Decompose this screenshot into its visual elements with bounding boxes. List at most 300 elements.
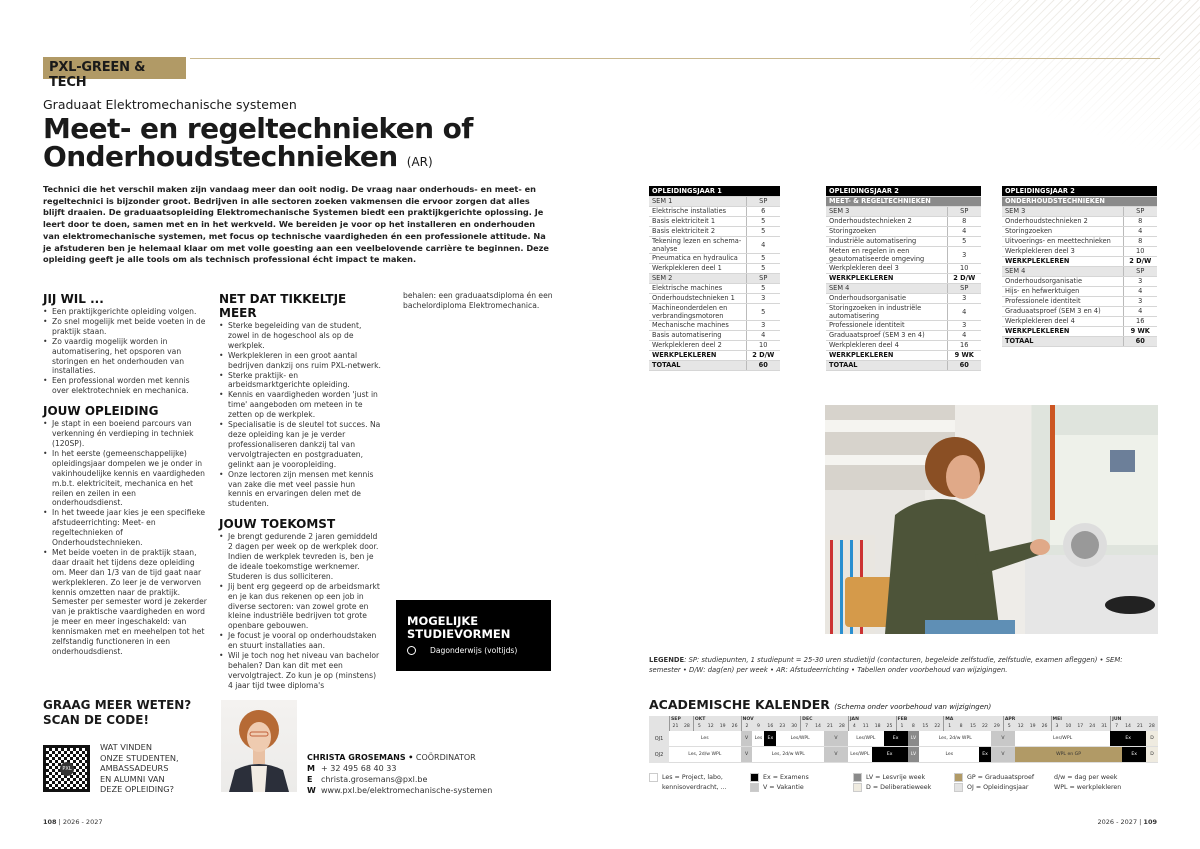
scan-heading — [43, 698, 191, 728]
legend-text — [1054, 783, 1121, 793]
week-cell — [717, 716, 729, 731]
week-cell — [1086, 716, 1098, 731]
week-cell — [705, 716, 717, 731]
calendar-segment-les: Les, 2d/w WPL — [919, 731, 991, 747]
week-date: 28 — [838, 724, 845, 729]
legend-line: WPL = werkplekleren — [1054, 784, 1122, 791]
week-date: 25 — [886, 724, 893, 729]
table-row — [649, 283, 780, 293]
table-row — [649, 253, 780, 263]
week-cell — [896, 716, 908, 731]
course-name: Onderhoudstechnieken 1 — [649, 293, 746, 303]
table-row — [826, 293, 981, 303]
month-label: DEC — [802, 717, 813, 722]
calendar-segment-les: Les/WPL — [848, 747, 872, 763]
calendar-title — [649, 697, 991, 712]
table-row — [826, 263, 981, 273]
section-heading: JOUW OPLEIDING — [43, 404, 159, 419]
calendar-row — [649, 731, 1158, 747]
qr-code[interactable] — [43, 745, 90, 792]
course-name: Onderhoudstechnieken 2 — [1002, 216, 1123, 226]
legend-item — [853, 773, 925, 783]
course-credits: SP — [947, 283, 981, 293]
calendar-row — [649, 747, 1158, 763]
study-forms-heading-2: STUDIEVORMEN — [407, 627, 511, 641]
course-name: Uitvoerings- en meettechnieken — [1002, 236, 1123, 246]
calendar-legend — [649, 773, 1158, 795]
list-item: • Een professional worden met kennis over elektrotechniek en mechanica. — [43, 376, 208, 396]
table-row — [826, 283, 981, 293]
legend-item — [1054, 773, 1117, 783]
table-header — [826, 186, 981, 196]
list-item: • Specialisatie is de sleutel tot succes. Na deze opleiding kan je je verder professionaliseren dankzij tal van vervolgtrajecten en postgraduaten, gelinkt aan je vooropleiding. — [219, 420, 381, 470]
course-name: Werkplekleren deel 3 — [826, 263, 947, 273]
week-cell — [967, 716, 979, 731]
week-cell — [729, 716, 741, 731]
table-year-1 — [649, 186, 780, 371]
course-credits: 3 — [947, 246, 981, 263]
course-name: Basis elektriciteit 2 — [649, 226, 746, 236]
week-date: 24 — [1089, 724, 1096, 729]
footer-right — [1098, 818, 1157, 826]
table-row — [826, 330, 981, 340]
legend-swatch — [750, 773, 759, 782]
legend-line: GP = Graduaatsproef — [967, 774, 1035, 781]
column-3 — [403, 291, 555, 311]
title-suffix: (AR) — [406, 155, 433, 169]
table-year-2-onderhoud — [1002, 186, 1157, 347]
list-item: • Je stapt in een boeiend parcours van verkenning én verdieping in techniek (120SP). — [43, 419, 208, 449]
legend-line: Ex = Examens — [763, 774, 809, 781]
list-item: • Werkplekleren in een groot aantal bedrijven dankzij ons ruim PXL-netwerk. — [219, 351, 381, 371]
month-label: APR — [1004, 717, 1016, 722]
week-date: 9 — [756, 724, 760, 729]
legend-line: OJ = Opleidingsjaar — [967, 784, 1029, 791]
calendar-segment-v: V — [824, 731, 848, 747]
course-name: Onderhoudsorganisatie — [826, 293, 947, 303]
legend-swatch — [954, 783, 963, 792]
table-row — [826, 360, 981, 370]
course-credits: 5 — [746, 303, 780, 320]
table-row — [1002, 306, 1157, 316]
legend-line: kennisoverdracht, ... — [662, 784, 727, 791]
course-credits: 4 — [746, 236, 780, 253]
course-name: Machineonderdelen en verbrandingsmotoren — [649, 303, 746, 320]
calendar-segment-v: V — [991, 747, 1015, 763]
header-rule — [190, 58, 1160, 59]
week-cell — [1051, 716, 1063, 731]
table-row — [826, 273, 981, 283]
week-cell — [919, 716, 931, 731]
week-cell — [1039, 716, 1051, 731]
qr-caption-line: EN ALUMNI VAN — [100, 773, 165, 784]
course-credits: SP — [1123, 206, 1157, 216]
week-date: 3 — [1055, 724, 1059, 729]
pxl-logo-icon: PXL — [60, 762, 74, 776]
week-cell — [884, 716, 896, 731]
week-cell — [848, 716, 860, 731]
list-item: • Zo snel mogelijk met beide voeten in de praktijk staan. — [43, 317, 208, 337]
course-name: Graduaatsproef (SEM 3 en 4) — [826, 330, 947, 340]
course-credits: SP — [746, 196, 780, 206]
course-credits: SP — [746, 273, 780, 283]
week-cell — [764, 716, 776, 731]
study-form-option — [407, 646, 551, 655]
calendar-header — [649, 716, 1158, 731]
section-heading: NET DAT TIKKELTJE MEER — [219, 292, 347, 320]
faculty-tag: PXL-GREEN & TECH — [43, 57, 186, 79]
list-item: • In het eerste (gemeenschappelijke) opleidingsjaar dompelen we je onder in vakinhoudelijke kennis en vaardigheden m.b.t. elektriciteit, mechanica en het reilen en zeilen in een onderhoudsdienst. — [43, 449, 208, 508]
week-date: 2 — [745, 724, 749, 729]
course-credits: 5 — [947, 236, 981, 246]
course-name: Professionele identiteit — [826, 320, 947, 330]
table-row — [649, 330, 780, 340]
week-date: 26 — [1041, 724, 1048, 729]
month-label: MEI — [1052, 717, 1062, 722]
course-credits: 4 — [746, 330, 780, 340]
column-2 — [219, 292, 381, 699]
course-name: SEM 1 — [649, 196, 746, 206]
course-credits: 60 — [947, 360, 981, 370]
course-credits: 10 — [746, 340, 780, 350]
list-item: • Met beide voeten in de praktijk staan, daar draait het tijdens deze opleiding om. Meer dan 1/3 van de tijd gaat naar werkplekleren. Zo leer je de verworven kennis omzetten naar de praktijk. Semester per semester word je zekerder van je praktische vaardigheden en word je meer en meer ingeschakeld: van kennismaken met en meehelpen tot het zelfstandig functioneren in een onderhoudsdienst. — [43, 548, 208, 657]
week-date: 21 — [827, 724, 833, 729]
course-credits: 2 D/W — [947, 273, 981, 283]
week-date: 15 — [922, 724, 929, 729]
bullet-list — [43, 307, 208, 396]
legend-text — [866, 783, 931, 793]
calendar-segment-les: Les, 2d/w WPL — [669, 747, 741, 763]
week-cell — [943, 716, 955, 731]
week-date: 12 — [1017, 724, 1024, 729]
qr-caption-line: DEZE OPLEIDING? — [100, 784, 174, 794]
bullet-list — [219, 532, 381, 691]
course-name: Meten en regelen in een geautomatiseerde omgeving — [826, 246, 947, 263]
week-cell — [1027, 716, 1039, 731]
course-credits: 8 — [1123, 236, 1157, 246]
legend-text — [866, 773, 925, 783]
table-row — [1002, 216, 1157, 226]
course-name: WERKPLEKLEREN — [1002, 326, 1123, 336]
email-link[interactable]: christa.grosemans@pxl.be — [321, 775, 428, 784]
course-name: Werkplekleren deel 3 — [1002, 246, 1123, 256]
calendar-heading: ACADEMISCHE KALENDER — [649, 697, 830, 712]
page-number-left: 108 — [43, 818, 57, 826]
legend-item — [954, 783, 1029, 793]
calendar-segment-lv: LV — [908, 747, 920, 763]
table-row — [826, 246, 981, 263]
course-name: Elektrische machines — [649, 283, 746, 293]
calendar-segment-v: V — [741, 747, 753, 763]
week-date: 7 — [1115, 724, 1119, 729]
month-label: OKT — [694, 717, 706, 722]
table-row — [1002, 286, 1157, 296]
course-credits: 3 — [1123, 276, 1157, 286]
course-credits: 10 — [1123, 246, 1157, 256]
course-credits: 5 — [746, 283, 780, 293]
list-item: • Onze lectoren zijn mensen met kennis van zake die met veel passie hun kennis en ervaringen delen met de studenten. — [219, 470, 381, 510]
row-label: OJ1 — [649, 731, 669, 747]
calendar-segment-ex: Ex — [884, 731, 908, 747]
calendar-segment-d: D — [1146, 731, 1158, 747]
week-cell — [812, 716, 824, 731]
week-cell — [1098, 716, 1110, 731]
course-name: Werkplekleren deel 4 — [1002, 316, 1123, 326]
legend-item — [1054, 783, 1121, 793]
course-name: Industriële automatisering — [826, 236, 947, 246]
list-item: • Wil je toch nog het niveau van bachelor behalen? Dan kan dit met een vervolgtraject. Zo kun je op (minstens) 4 jaar tijd twee diploma's — [219, 651, 381, 691]
course-credits: 8 — [947, 216, 981, 226]
list-item: • Jij bent erg gegeerd op de arbeidsmarkt en je kan dus rekenen op een job in diverse sectoren: van zowel grote en kleine industriële bedrijven tot grote openbare gebouwen. — [219, 582, 381, 632]
week-date: 5 — [697, 724, 701, 729]
legend-text — [763, 773, 809, 783]
list-item: • Een praktijkgerichte opleiding volgen. — [43, 307, 208, 317]
table-row — [649, 350, 780, 360]
course-credits: 4 — [1123, 286, 1157, 296]
course-name: Werkplekleren deel 4 — [826, 340, 947, 350]
course-name: SEM 4 — [1002, 266, 1123, 276]
legend-swatch — [853, 773, 862, 782]
course-credits: 5 — [746, 253, 780, 263]
course-credits: 5 — [746, 226, 780, 236]
bullet-list — [219, 321, 381, 509]
month-label: MA — [945, 717, 954, 722]
calendar-segment-les: Les/WPL — [776, 731, 824, 747]
course-name: Pneumatica en hydraulica — [649, 253, 746, 263]
table-title: OPLEIDINGSJAAR 1 — [649, 186, 780, 196]
week-date: 16 — [767, 724, 774, 729]
calendar-segment-lv: LV — [908, 731, 920, 747]
table-row — [826, 320, 981, 330]
table-row — [826, 236, 981, 246]
week-cell — [800, 716, 812, 731]
month-label: JUN — [1112, 717, 1122, 722]
course-name: Werkplekleren deel 2 — [649, 340, 746, 350]
calendar-segment-ex: Ex — [1110, 731, 1146, 747]
course-credits: 3 — [746, 293, 780, 303]
week-cell — [741, 716, 753, 731]
course-credits: 2 D/W — [1123, 256, 1157, 266]
section-heading: JIJ WIL ... — [43, 292, 104, 306]
course-credits: 9 WK — [947, 350, 981, 360]
calendar-segment-les: Les, 2d/w WPL — [752, 747, 824, 763]
table-row — [1002, 266, 1157, 276]
legend-line: D = Deliberatieweek — [866, 784, 932, 791]
phone-label: M — [307, 764, 315, 773]
month-label: JAN — [849, 717, 859, 722]
qr-caption-line: ONZE STUDENTEN, — [100, 752, 179, 763]
calendar-segment-v: V — [824, 747, 848, 763]
legend-text — [967, 783, 1029, 793]
table-row — [1002, 296, 1157, 306]
table-row — [826, 226, 981, 236]
legend-item — [954, 773, 1034, 783]
week-cell — [955, 716, 967, 731]
calendar-segment-v: V — [741, 731, 753, 747]
course-name: Graduaatsproef (SEM 3 en 4) — [1002, 306, 1123, 316]
calendar-segment-les: Les — [919, 747, 979, 763]
legend-line: V = Vakantie — [763, 784, 804, 791]
week-cell — [991, 716, 1003, 731]
calendar-segment-les: Les/WPL — [848, 731, 884, 747]
qr-caption-line: AMBASSADEURS — [100, 763, 169, 773]
table-row — [1002, 316, 1157, 326]
table-row — [1002, 256, 1157, 266]
table-title: OPLEIDINGSJAAR 2 — [1002, 186, 1157, 196]
calendar-segment-ex: Ex — [1122, 747, 1146, 763]
list-item: • Sterke begeleiding van de student, zowel in de hogeschool als op de werkplek. — [219, 321, 381, 351]
course-name: SEM 3 — [1002, 206, 1123, 216]
table-row — [649, 216, 780, 226]
course-credits: 3 — [947, 320, 981, 330]
week-cell — [1146, 716, 1158, 731]
course-name: WERKPLEKLEREN — [649, 350, 746, 360]
week-cell — [907, 716, 919, 731]
table-row — [826, 216, 981, 226]
week-date: 14 — [1125, 724, 1131, 729]
table-subheader — [1002, 196, 1157, 206]
week-cell — [788, 716, 800, 731]
study-forms-box — [396, 600, 551, 671]
week-date: 21 — [672, 724, 679, 729]
week-date: 8 — [959, 724, 963, 729]
page-title — [43, 112, 563, 176]
list-item: • Kennis en vaardigheden worden 'just in time' aangeboden om meteen in te zetten op de werkplek. — [219, 390, 381, 420]
table-row — [649, 340, 780, 350]
course-name: Professionele identiteit — [1002, 296, 1123, 306]
table-subheader — [826, 196, 981, 206]
table-row — [1002, 326, 1157, 336]
course-name: Elektrische installaties — [649, 206, 746, 216]
week-date: 8 — [911, 724, 915, 729]
legend-line: LV = Lesvrije week — [866, 774, 926, 781]
month-label: NOV — [742, 717, 754, 722]
circle-icon — [407, 646, 416, 655]
calendar-segment-v: V — [991, 731, 1015, 747]
week-cell — [1015, 716, 1027, 731]
week-cell — [824, 716, 836, 731]
course-credits: 16 — [1123, 316, 1157, 326]
student-photo — [825, 405, 1158, 634]
table-row — [649, 303, 780, 320]
month-label: SEP — [671, 717, 681, 722]
week-date: 7 — [805, 724, 809, 729]
calendar-segment-ex: Ex — [872, 747, 908, 763]
calendar-segment-les: Les — [669, 731, 741, 747]
title-line-1: Meet- en regeltechnieken of — [43, 112, 473, 145]
legend-text — [967, 773, 1034, 783]
week-date: 19 — [1029, 724, 1036, 729]
course-name: TOTAAL — [649, 360, 746, 370]
course-credits: 9 WK — [1123, 326, 1157, 336]
week-cell — [1074, 716, 1086, 731]
calendar-segment-ex: Ex — [764, 731, 776, 747]
course-name: Onderhoudsorganisatie — [1002, 276, 1123, 286]
email-label: E — [307, 775, 313, 784]
week-cell — [979, 716, 991, 731]
week-cell — [693, 716, 705, 731]
table-row — [826, 206, 981, 216]
week-cell — [860, 716, 872, 731]
legend-text: : SP: studiepunten, 1 studiepunt = 25-30 uren studietijd (contacturen, begeleide zelfstudie, zelfstudie, examen afleggen) • SEM: semester • D/W: dag(en) per week • AR: Afstudeerrichting • Tabellen onder voorbehoud van wijzigingen. — [649, 656, 1123, 674]
table-row — [826, 350, 981, 360]
week-date: 12 — [707, 724, 714, 729]
course-name: Hijs- en hefwerktuigen — [1002, 286, 1123, 296]
course-name: Werkplekleren deel 1 — [649, 263, 746, 273]
continuation-text: behalen: een graduaatsdiploma én een bachelordiploma Elektromechanica. — [403, 291, 553, 310]
title-line-2: Onderhoudstechnieken — [43, 140, 398, 173]
week-date: 22 — [982, 724, 988, 729]
table-row — [649, 206, 780, 216]
legend-text — [763, 783, 804, 793]
footer-year-left: | 2026 - 2027 — [58, 818, 103, 826]
course-name: Storingzoeken — [1002, 226, 1123, 236]
course-credits: 4 — [1123, 226, 1157, 236]
calendar-segment-les: Les — [752, 731, 764, 747]
course-credits: 4 — [947, 226, 981, 236]
qr-caption — [100, 742, 179, 795]
course-name: SEM 2 — [649, 273, 746, 283]
course-name: TOTAAL — [826, 360, 947, 370]
week-date: 28 — [1148, 724, 1155, 729]
course-credits: 5 — [746, 263, 780, 273]
course-name: WERKPLEKLEREN — [826, 273, 947, 283]
course-credits: 4 — [947, 330, 981, 340]
legend-item — [649, 773, 727, 793]
list-item: • Je brengt gedurende 2 jaren gemiddeld 2 dagen per week op de werkplek door. Indien de werkplek tevreden is, ben je de ideale toekomstige werknemer. Studeren is dus solliciteren. — [219, 532, 381, 582]
table-subtitle: ONDERHOUDSTECHNIEKEN — [1002, 196, 1157, 206]
course-credits: 16 — [947, 340, 981, 350]
course-name: TOTAAL — [1002, 336, 1123, 346]
table-header — [649, 186, 780, 196]
table-row — [649, 293, 780, 303]
course-name: Basis automatisering — [649, 330, 746, 340]
course-credits: 4 — [947, 303, 981, 320]
table-row — [826, 303, 981, 320]
month-label: FEB — [897, 717, 908, 722]
table-legend — [649, 655, 1149, 675]
legend-swatch — [954, 773, 963, 782]
course-credits: 60 — [1123, 336, 1157, 346]
legend-swatch — [750, 783, 759, 792]
course-credits: 8 — [1123, 216, 1157, 226]
course-credits: 3 — [746, 320, 780, 330]
week-date: 30 — [791, 724, 798, 729]
footer-left — [43, 818, 102, 826]
course-name: SEM 4 — [826, 283, 947, 293]
legend-line: d/w = dag per week — [1054, 774, 1118, 781]
study-forms-heading-1: MOGELIJKE — [407, 614, 479, 628]
footer-year-right: 2026 - 2027 | — [1097, 818, 1142, 826]
scan-line-1: GRAAG MEER WETEN? — [43, 698, 192, 712]
web-link[interactable]: www.pxl.be/elektromechanische-systemen — [321, 786, 493, 795]
week-date: 22 — [934, 724, 941, 729]
phone-link[interactable]: + 32 495 68 40 33 — [321, 764, 397, 773]
study-form-label: Dagonderwijs (voltijds) — [430, 646, 518, 655]
week-cell — [836, 716, 848, 731]
week-date: 29 — [993, 724, 1000, 729]
week-cell — [1122, 716, 1134, 731]
list-item: • In het tweede jaar kies je een specifieke afstudeerrichting: Meet- en regeltechnieken of Onderhoudstechnieken. — [43, 508, 208, 548]
table-row — [1002, 336, 1157, 346]
list-item: • Sterke praktijk- en arbeidsmarktgerichte opleiding. — [219, 371, 381, 391]
course-credits: 5 — [746, 216, 780, 226]
table-row — [1002, 226, 1157, 236]
calendar-note: (Schema onder voorbehoud van wijzigingen) — [834, 703, 992, 711]
week-cell — [931, 716, 943, 731]
legend-item — [853, 783, 931, 793]
week-date: 28 — [683, 724, 690, 729]
